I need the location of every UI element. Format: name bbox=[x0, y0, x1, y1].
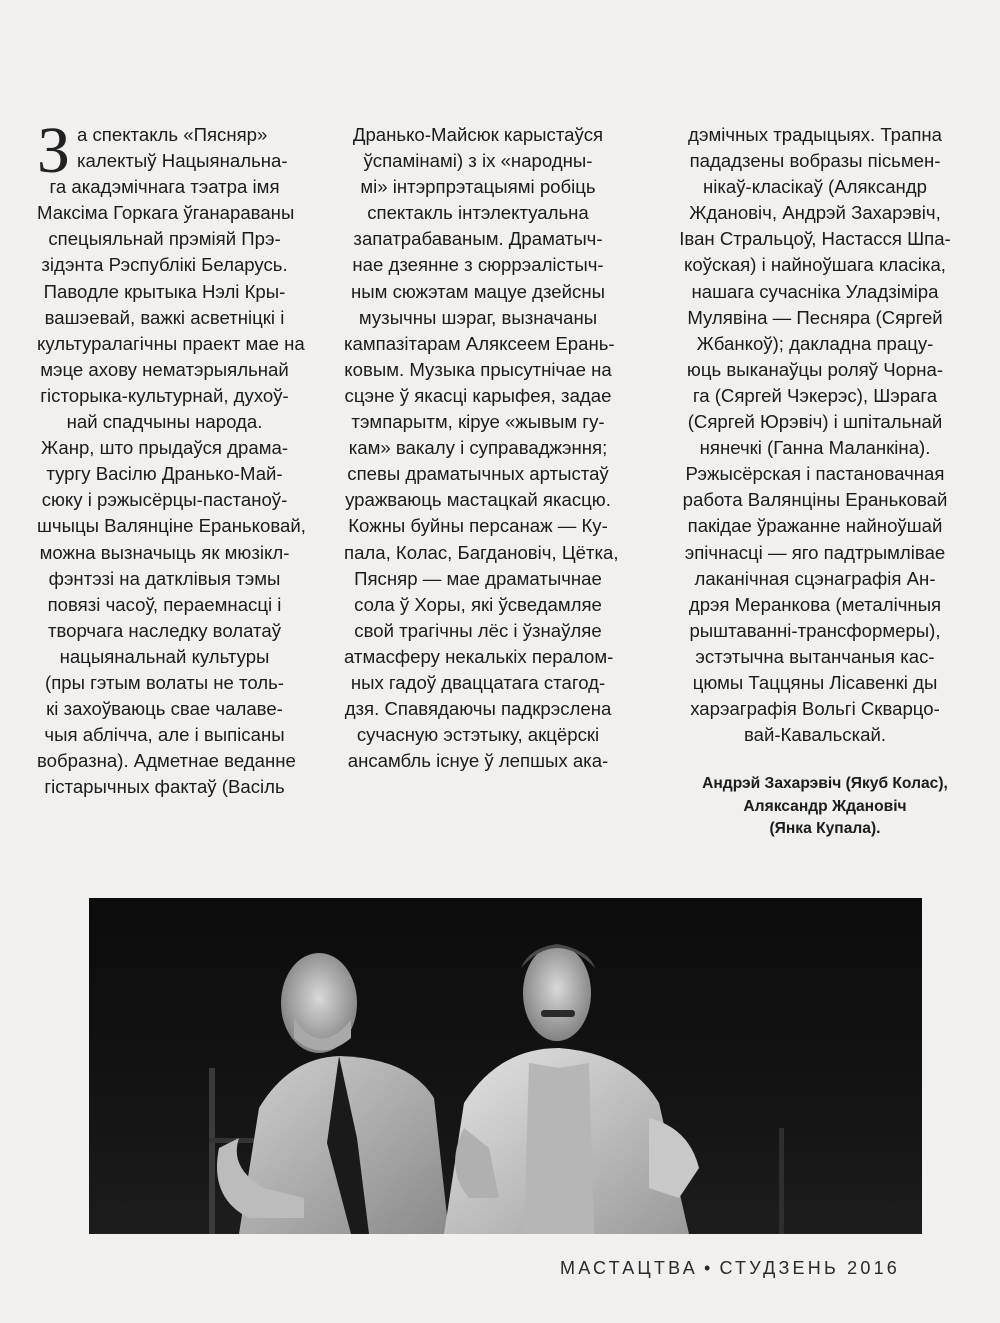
article-line: уражваюць мастацкай якасцю. bbox=[345, 489, 611, 511]
article-line: пададзены вобразы пісьмен- bbox=[689, 150, 941, 172]
article-line: нікаў-класікаў (Аляксандр bbox=[702, 176, 928, 198]
article-line: тэмпарытм, кіруе «жывым гу- bbox=[351, 411, 605, 433]
issue-date: СТУДЗЕНЬ 2016 bbox=[719, 1258, 900, 1278]
stage-photo-illustration bbox=[89, 898, 922, 1234]
article-line: Максіма Горкага ўганараваны bbox=[37, 202, 295, 224]
article-line: атмасферу некалькіх пералом- bbox=[344, 645, 614, 667]
article-line: Кожны буйны персанаж — Ку- bbox=[348, 515, 608, 537]
photo-caption bbox=[680, 773, 970, 841]
article-line: гісторыка-культурнай, духоў- bbox=[40, 384, 289, 406]
article-line: культуралагічны праект мае на bbox=[37, 332, 305, 354]
article-line: повязі часоў, пераемнасці і bbox=[47, 593, 282, 615]
article-line: Жбанкоў); дакладна працу- bbox=[696, 332, 934, 354]
article-line: сюку і рэжысёрцы-пастаноў- bbox=[41, 489, 288, 511]
article-line: Іван Стральцоў, Настасся Шпа- bbox=[679, 228, 951, 250]
article-column-2 bbox=[344, 122, 619, 774]
article-line: фэнтэзі на датклівыя тэмы bbox=[48, 567, 281, 589]
article-line: можна вызначыць як мюзікл- bbox=[39, 541, 290, 563]
article-line: Паводле крытыка Нэлі Кры- bbox=[43, 280, 286, 302]
article-line: най спадчыны народа. bbox=[66, 411, 263, 433]
article-line: Жанр, што прыдаўся драма- bbox=[40, 437, 289, 459]
article-line: вобразна). Адметнае веданне bbox=[37, 750, 296, 772]
article-line: чыя аблічча, але і выпісаны bbox=[44, 724, 285, 746]
article-line: ўспамінамі) з іх «народны- bbox=[363, 150, 593, 172]
article-line: Дранько-Майсюк карыстаўся bbox=[352, 124, 604, 145]
article-line: кам» вакалу і суправаджэння; bbox=[348, 437, 608, 459]
article-line: зідэнта Рэспублікі Беларусь. bbox=[41, 254, 288, 276]
stage-photo bbox=[89, 898, 922, 1234]
article-line: а спектакль «Пясняр» bbox=[77, 124, 268, 145]
article-line: Ждановіч, Андрэй Захарэвіч, bbox=[689, 202, 941, 224]
article-line: спевы драматычных артыстаў bbox=[347, 463, 609, 485]
article-line: ным сюжэтам мацуе дзейсны bbox=[351, 280, 605, 302]
caption-line: (Янка Купала). bbox=[769, 820, 881, 837]
article-line: нашага сучасніка Уладзіміра bbox=[691, 280, 939, 302]
magazine-name: МАСТАЦТВА bbox=[560, 1258, 698, 1278]
page-footer bbox=[560, 1258, 940, 1279]
article-line: запатрабаваным. Драматыч- bbox=[353, 228, 603, 250]
article-line: спецыяльнай прэміяй Прэ- bbox=[48, 228, 281, 250]
footer-separator: • bbox=[703, 1258, 714, 1278]
caption-line: Аляксандр Ждановіч bbox=[743, 797, 907, 815]
article-line: юць выканаўцы роляў Чорна- bbox=[686, 358, 944, 380]
article-line: рыштаванні-трансформеры), bbox=[689, 619, 941, 641]
article-line: шчыцы Валянціне Ераньковай, bbox=[37, 515, 306, 537]
article-line: сучасную эстэтыку, акцёрскі bbox=[356, 724, 600, 746]
article-line: (пры гэтым волаты не толь- bbox=[45, 671, 284, 693]
article-column-1 bbox=[37, 122, 306, 800]
article-line: сола ў Хоры, які ўсведамляе bbox=[354, 593, 602, 615]
article-line: га акадэмічнага тэатра імя bbox=[49, 176, 280, 198]
article-line: дрэя Меранкова (металічныя bbox=[688, 593, 942, 615]
article-line: работа Валянціны Ераньковай bbox=[682, 489, 948, 511]
article-line: Мулявіна — Песняра (Сяргей bbox=[687, 306, 943, 328]
article-line: пала, Колас, Багдановіч, Цётка, bbox=[344, 541, 619, 563]
article-line: калектыў Нацыянальна- bbox=[77, 150, 288, 172]
article-line: вашэевай, важкі асветніцкі і bbox=[44, 306, 285, 328]
article-line: га (Сяргей Чэкерэс), Шэрага bbox=[692, 384, 938, 406]
article-line: пакідае ўражанне найноўшай bbox=[687, 515, 943, 537]
article-line: эпічнасці — яго падтрымлівае bbox=[684, 541, 946, 563]
article-line: мэце ахову нематэрыяльнай bbox=[40, 358, 289, 380]
article-line: спектакль інтэлектуальна bbox=[367, 202, 589, 224]
article-line: эстэтычна вытанчаныя кас- bbox=[695, 645, 935, 667]
article-line: нацыянальнай культуры bbox=[59, 645, 270, 667]
article-line: цюмы Таццяны Лісавенкі ды bbox=[692, 671, 938, 693]
article-line: нянечкі (Ганна Маланкіна). bbox=[699, 437, 931, 459]
article-line: ансамбль існуе ў лепшых ака- bbox=[347, 750, 609, 772]
article-line: кампазітарам Аляксеем Ерань- bbox=[344, 332, 615, 354]
article-line: тургу Васілю Дранько-Май- bbox=[46, 463, 283, 485]
article-line: сцэне ў якасці карыфея, задае bbox=[344, 384, 612, 406]
article-line: Пясняр — мае драматычнае bbox=[354, 567, 602, 589]
drop-cap: З bbox=[37, 114, 71, 187]
article-column-3 bbox=[665, 122, 965, 748]
article-line: (Сяргей Юрэвіч) і шпітальнай bbox=[687, 411, 943, 433]
article-line: коўская) і найноўшага класіка, bbox=[684, 254, 946, 276]
article-line: Рэжысёрская і пастановачная bbox=[685, 463, 945, 485]
article-line: кі захоўваюць свае чалаве- bbox=[46, 698, 283, 720]
article-line: лаканічная сцэнаграфія Ан- bbox=[694, 567, 936, 589]
article-line: мі» інтэрпрэтацыямі робіць bbox=[360, 176, 596, 198]
article-line: ковым. Музыка прысутнічае на bbox=[344, 358, 612, 380]
article-line: музычны шэраг, вызначаны bbox=[358, 306, 598, 328]
article-line: творчага наследку волатаў bbox=[47, 619, 282, 641]
article-line: харэаграфія Вольгі Скварцо- bbox=[690, 698, 940, 720]
caption-line: Андрэй Захарэвіч (Якуб Колас), bbox=[702, 775, 948, 792]
article-line: нае дзеянне з сюррэалістыч- bbox=[352, 254, 604, 276]
article-line: свой трагічны лёс і ўзнаўляе bbox=[354, 619, 602, 641]
article-line: дзя. Спавядаючы падкрэслена bbox=[344, 698, 612, 720]
article-line: гістарычных фактаў (Васіль bbox=[44, 776, 285, 798]
article-line: ных гадоў дваццатага стагод- bbox=[350, 671, 606, 693]
article-line: вай-Кавальскай. bbox=[743, 724, 887, 746]
article-line: дэмічных традыцыях. Трапна bbox=[687, 124, 943, 145]
